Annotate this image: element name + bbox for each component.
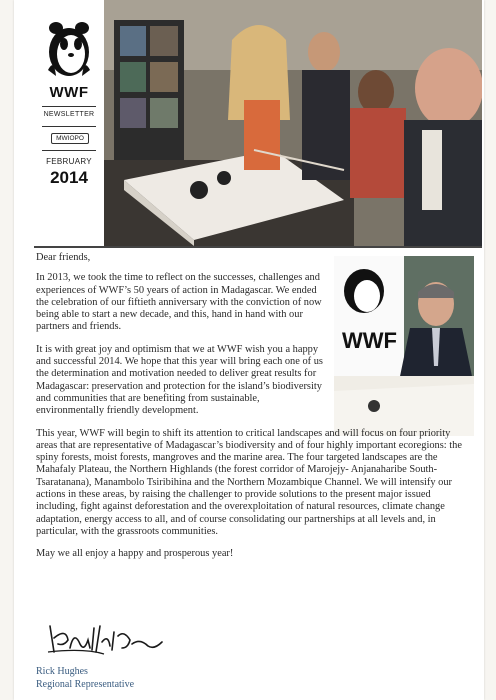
wwf-panda-logo [42,18,96,80]
salutation: Dear friends, [36,252,91,263]
issue-year: 2014 [50,168,88,187]
office-code-badge: MWIOPO [51,133,89,144]
svg-text:WWF: WWF [342,328,397,353]
letter-body [36,252,462,571]
signer-name: Rick Hughes [36,666,88,677]
closing-line: May we all enjoy a happy and prosperous year! [36,548,234,560]
header-photo-illustration [104,0,482,246]
handwritten-signature [44,618,194,658]
paragraph: This year, WWF will begin to shift its attention to critical landscapes and will focus on four priority areas that are representative of Madagascar’s biodiversity and of four highly important ecoregions: the spiny forests, moist forests, mangroves and the marine area. The four targeted landscapes are the Mahafaly Plateau, the Northern Highlands (the forest corridor of Marojejy- Anjanaharibe South-Tsaratanana), Manambolo Tsiribihina and the Northern Mozambique Channel. We will intensify our actions in these areas, by raising the challenger to provide solutions to the present major issued including, fight against deforestation and the overexploitation of natural resources, climate change adaptation, energy access to all, and of course consolidating our partnerships at all levels and, in particular, with the grassroots communities. [36,427,462,537]
signer-role: Regional Representative [36,679,135,690]
divider [42,150,96,151]
side-photo-illustration [334,256,474,436]
divider [42,106,96,107]
brand-wordmark: WWF [49,84,89,101]
section-label: NEWSLETTER [43,111,95,118]
header-photo-cake-cutting [104,0,482,246]
divider [42,126,96,127]
header-rule [34,246,482,248]
issue-month: FEBRUARY [46,157,92,166]
paragraph: It is with great joy and optimism that we at WWF wish you a happy and successful 2014. We hope that this year will bring each one of us the determination and motivation needed to deliver great results for Madagascar: preservation and protection for the island’s biodiversity and communities that are benefiting from sustainable, environmentally friendly development. [36,343,323,417]
masthead [34,0,104,200]
paragraph: In 2013, we took the time to reflect on the successes, challenges and experiences of WWF’s 50 years of action in Madagascar. We ended the celebration of our fiftieth anniversary with the conviction of now being able to start a new decade, and this, hand in hand with our partners and friends. [36,272,322,333]
side-photo-representative [334,256,474,436]
